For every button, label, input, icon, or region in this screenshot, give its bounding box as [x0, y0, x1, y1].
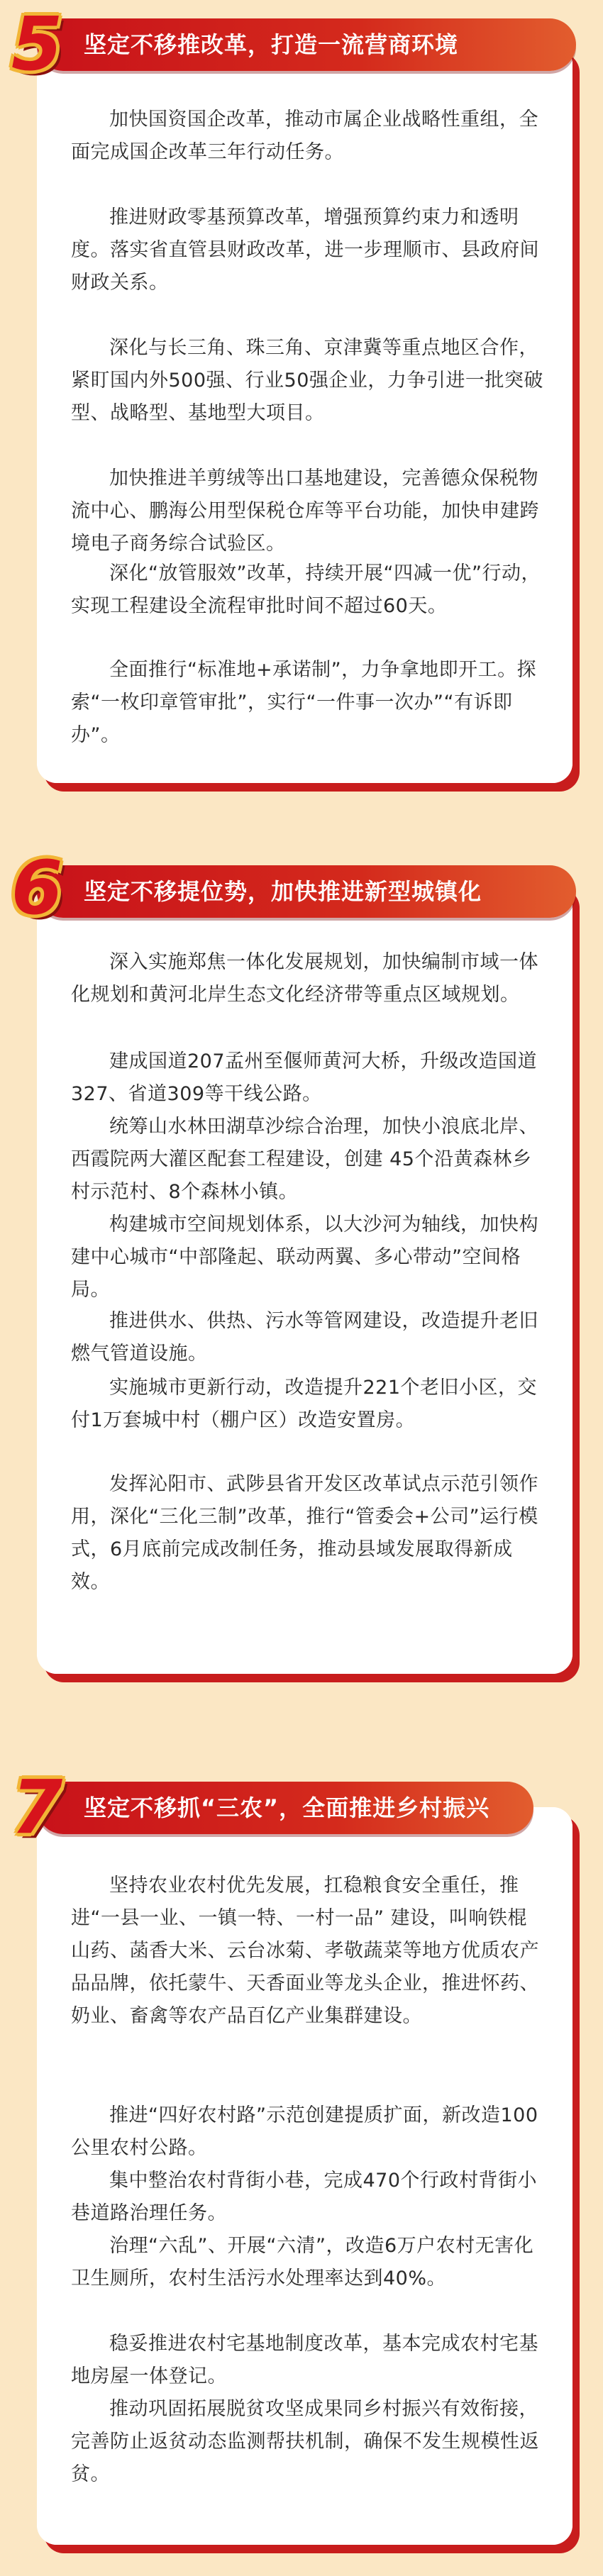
section-6-paragraph: 统筹山水林田湖草沙综合治理，加快小浪底北岸、西霞院两大灌区配套工程建设，创建 45个沿黄森林乡村示范村、8个森林小镇。 — [71, 1116, 538, 1203]
section-6-number-badge — [4, 845, 70, 931]
section-5-paragraph: 推进财政零基预算改革，增强预算约束力和透明度。落实省直管县财政改革，进一步理顺市、县政府间财政关系。 — [71, 206, 539, 294]
section-6-number: 6 — [11, 845, 63, 931]
section-7-paragraph: 集中整治农村背街小巷，完成470个行政村背街小巷道路治理任务。 — [71, 2170, 538, 2224]
section-6-paragraph: 实施城市更新行动，改造提升221个老旧小区，交付1万套城中村（棚户区）改造安置房。 — [71, 1377, 538, 1431]
section-7-number: 7 — [11, 1764, 63, 1850]
section-6-paragraph: 推进供水、供热、污水等管网建设，改造提升老旧燃气管道设施。 — [71, 1310, 538, 1365]
section-5-paragraph: 深化“放管服效”改革，持续开展“四减一优”行动，实现工程建设全流程审批时间不超过60天。 — [71, 562, 541, 617]
section-5-number: 5 — [11, 1, 63, 87]
section-5-title: 坚定不移推改革，打造一流营商环境 — [84, 31, 459, 58]
section-6-paragraph: 建成国道207孟州至偃师黄河大桥，升级改造国道327、省道309等干线公路。 — [71, 1050, 538, 1105]
section-7-paragraph: 推进“四好农村路”示范创建提质扩面，新改造100公里农村公路。 — [71, 2104, 538, 2159]
section-6-paragraph: 深入实施郑焦一体化发展规划，加快编制市域一体化规划和黄河北岸生态文化经济带等重点区域规划。 — [71, 951, 538, 1006]
section-7-number-badge — [4, 1764, 70, 1850]
section-5-paragraph: 深化与长三角、珠三角、京津冀等重点地区合作，紧盯国内外500强、行业50强企业，力争引进一批突破型、战略型、基地型大项目。 — [71, 337, 543, 424]
section-5-paragraph: 全面推行“标准地+承诺制”，力争拿地即开工。探索“一枚印章管审批”，实行“一件事一次办”“有诉即办”。 — [71, 659, 537, 746]
section-7-paragraph: 坚持农业农村优先发展，扛稳粮食安全重任，推进“一县一业、一镇一特、一村一品” 建设，叫响铁棍山药、菡香大米、云台冰菊、孝敬蔬菜等地方优质农产品品牌，依托蒙牛、天香面业等龙头企业，推进怀药、奶业、畜禽等农产品百亿产业集群建设。 — [71, 1875, 539, 2027]
section-5-paragraph: 加快国资国企改革，推动市属企业战略性重组，全面完成国企改革三年行动任务。 — [71, 109, 538, 163]
section-7-paragraph: 稳妥推进农村宅基地制度改革，基本完成农村宅基地房屋一体登记。 — [71, 2333, 538, 2387]
section-7-paragraph: 治理“六乱”、开展“六清”，改造6万户农村无害化卫生厕所，农村生活污水处理率达到40%。 — [71, 2235, 534, 2289]
section-6-paragraph: 发挥沁阳市、武陟县省开发区改革试点示范引领作用，深化“三化三制”改革，推行“管委会+公司”运行模式，6月底前完成改制任务，推动县域发展取得新成效。 — [71, 1473, 538, 1593]
section-6-title: 坚定不移提位势，加快推进新型城镇化 — [84, 878, 482, 905]
section-5-number-badge — [4, 1, 70, 87]
section-7-title: 坚定不移抓“三农”，全面推进乡村振兴 — [84, 1794, 490, 1821]
section-5-paragraph: 加快推进羊剪绒等出口基地建设，完善德众保税物流中心、鹏海公用型保税仓库等平台功能，加快申建跨境电子商务综合试验区。 — [71, 467, 539, 555]
section-7-paragraph: 推动巩固拓展脱贫攻坚成果同乡村振兴有效衔接，完善防止返贫动态监测帮扶机制，确保不发生规模性返贫。 — [71, 2398, 539, 2485]
section-6-paragraph: 构建城市空间规划体系，以大沙河为轴线，加快构建中心城市“中部隆起、联动两翼、多心带动”空间格局。 — [71, 1214, 538, 1301]
